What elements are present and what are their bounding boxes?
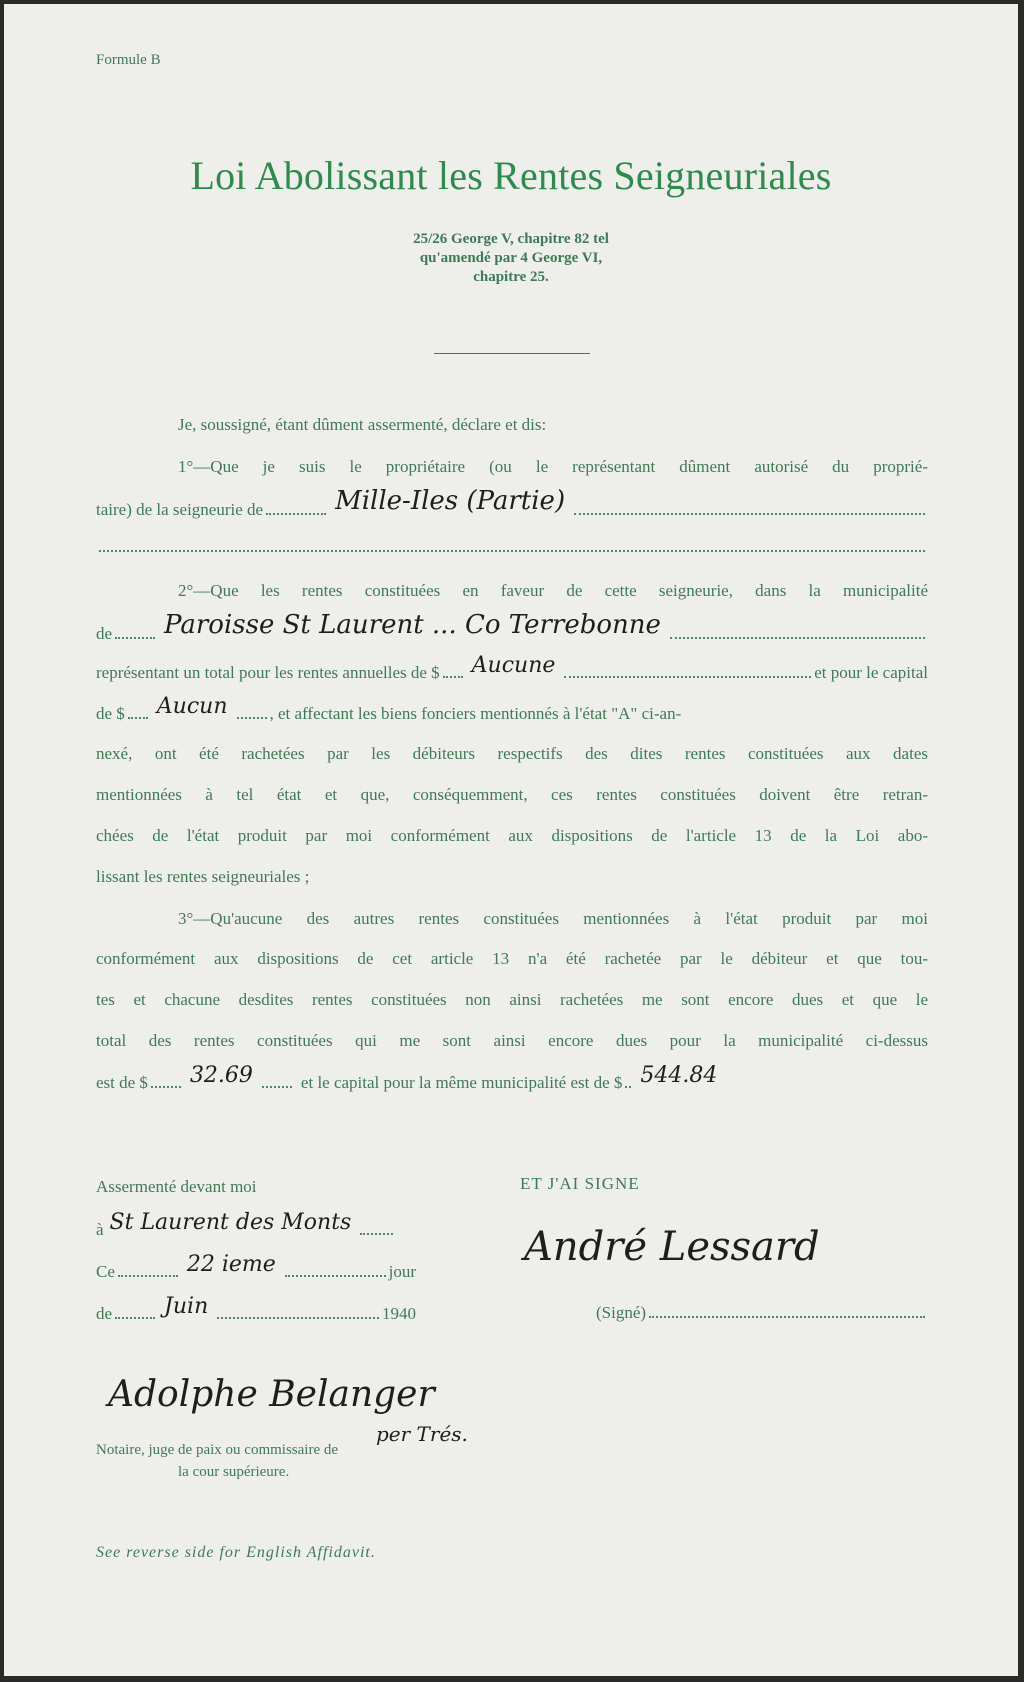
p2-line8: lissant les rentes seigneuriales ;	[96, 867, 310, 886]
notary-caption: Notaire, juge de paix ou commissaire de la cour supérieure.	[96, 1442, 339, 1480]
sworn-heading: Assermenté devant moi	[96, 1177, 257, 1196]
form-sheet	[4, 4, 1018, 1676]
declarant-signature: André Lessard	[524, 1224, 820, 1270]
p3-line5: est de $ 32.69 et le capital pour la même municipalité est de $ 544.84	[96, 1069, 928, 1095]
total-rents-field[interactable]: 32.69	[189, 1063, 253, 1088]
p3-line4: total des rentes constituées qui me sont ainsi encore dues pour la municipalité ci-dessus	[96, 1031, 928, 1050]
p2-line3: représentant un total pour les rentes annuelles de $ Aucune et pour le capital	[96, 653, 928, 682]
statute-line: chapitre 25.	[473, 269, 549, 285]
title-divider	[434, 353, 590, 354]
sworn-month-line: de Juin 1940	[96, 1294, 416, 1323]
p2-line5: nexé, ont été rachetées par les débiteurs respectifs des dites rentes constituées aux dates	[96, 744, 928, 763]
notary-signature: Adolphe Belanger	[108, 1374, 435, 1415]
p1-line1: 1°—Que je suis le propriétaire (ou le représentant dûment autorisé du proprié-	[178, 457, 928, 476]
p2-line2: de Paroisse St Laurent ... Co Terrebonne	[96, 618, 928, 644]
intro-text: Je, soussigné, étant dûment assermenté, déclare et dis:	[178, 415, 547, 434]
sworn-place-field[interactable]: St Laurent des Monts	[109, 1210, 352, 1235]
annual-rents-field[interactable]: Aucune	[471, 653, 556, 678]
p3-line2: conformément aux dispositions de cet article 13 n'a été rachetée par le débiteur et que tou-	[96, 949, 928, 968]
statute-line: 25/26 George V, chapitre 82 tel	[413, 231, 609, 247]
sworn-day-line: Ce 22 ieme jour	[96, 1252, 416, 1281]
p3-line1: 3°—Qu'aucune des autres rentes constituées mentionnées à l'état produit par moi	[178, 909, 928, 928]
statute-line: qu'amendé par 4 George VI,	[419, 250, 603, 266]
total-capital-field[interactable]: 544.84	[640, 1063, 718, 1088]
page-title: Loi Abolissant les Rentes Seigneuriales	[190, 153, 832, 198]
seigneurie-field[interactable]: Mille-Iles (Partie)	[335, 486, 566, 516]
notary-annotation: per Trés.	[376, 1422, 468, 1446]
p1-blank-line	[96, 536, 928, 562]
p2-line4: de $ Aucun , et affectant les biens fonciers mentionnés à l'état "A" ci-an-	[96, 694, 682, 723]
p2-line6: mentionnées à tel état et que, conséquemment, ces rentes constituées doivent être retran-	[96, 785, 928, 804]
p1-line2: taire) de la seigneurie de Mille-Iles (Partie)	[96, 494, 928, 520]
municipality-field[interactable]: Paroisse St Laurent ... Co Terrebonne	[164, 610, 661, 640]
signed-line: (Signé)	[596, 1300, 928, 1326]
p2-line7: chées de l'état produit par moi conformément aux dispositions de l'article 13 de la Loi abo-	[96, 826, 928, 845]
sworn-place-line: à St Laurent des Monts	[96, 1216, 396, 1242]
capital-field[interactable]: Aucun	[156, 694, 228, 719]
sworn-month-field[interactable]: Juin	[164, 1294, 209, 1319]
sworn-day-field[interactable]: 22 ieme	[186, 1252, 276, 1277]
statute-reference	[4, 230, 1018, 287]
signed-heading: ET J'AI SIGNE	[520, 1174, 640, 1193]
p2-line1: 2°—Que les rentes constituées en faveur de cette seigneurie, dans la municipalité	[178, 581, 928, 600]
english-affidavit-note: See reverse side for English Affidavit.	[96, 1544, 376, 1561]
p3-line3: tes et chacune desdites rentes constituées non ainsi rachetées me sont encore dues et que le	[96, 990, 928, 1009]
form-label: Formule B	[96, 52, 161, 68]
